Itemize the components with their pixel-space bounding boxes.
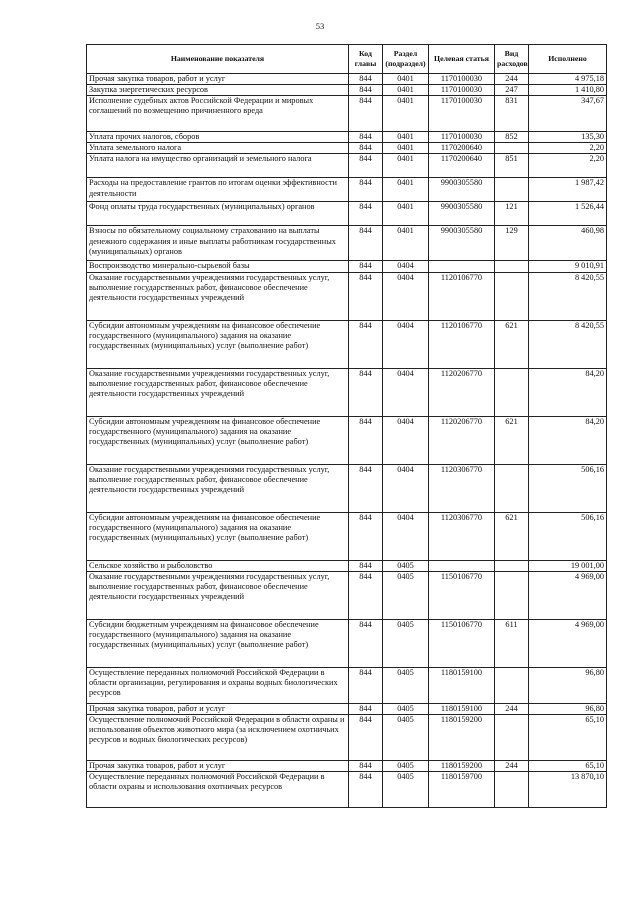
cell-target: 1170100030 xyxy=(429,96,495,132)
cell-expense: 851 xyxy=(495,154,529,178)
header-name: Наименование показателя xyxy=(87,45,349,74)
cell-executed: 460,98 xyxy=(529,226,607,261)
cell-target xyxy=(429,261,495,272)
table-row xyxy=(87,571,607,619)
cell-section: 0401 xyxy=(383,74,429,85)
cell-executed: 8 420,55 xyxy=(529,272,607,320)
cell-executed: 65,10 xyxy=(529,760,607,771)
header-code: Код главы xyxy=(349,45,383,74)
cell-name: Закупка энергетических ресурсов xyxy=(87,85,349,96)
cell-target xyxy=(429,560,495,571)
cell-code: 844 xyxy=(349,178,383,202)
cell-code: 844 xyxy=(349,74,383,85)
cell-expense: 247 xyxy=(495,85,529,96)
cell-executed: 135,30 xyxy=(529,132,607,143)
cell-executed: 84,20 xyxy=(529,368,607,416)
cell-code: 844 xyxy=(349,132,383,143)
cell-expense: 831 xyxy=(495,96,529,132)
cell-expense: 621 xyxy=(495,416,529,464)
cell-expense: 621 xyxy=(495,512,529,560)
cell-name: Оказание государственными учреждениями государственных услуг, выполнение государственных работ, финансовое обеспечение деятельности государственных учреждений xyxy=(87,571,349,619)
cell-section: 0401 xyxy=(383,226,429,261)
cell-name: Уплата земельного налога xyxy=(87,143,349,154)
cell-name: Расходы на предоставление грантов по итогам оценки эффективности деятельности xyxy=(87,178,349,202)
cell-name: Фонд оплаты труда государственных (муниципальных) органов xyxy=(87,202,349,226)
cell-target: 1120306770 xyxy=(429,464,495,512)
cell-target: 1180159100 xyxy=(429,703,495,714)
cell-executed: 4 975,18 xyxy=(529,74,607,85)
cell-expense: 611 xyxy=(495,619,529,667)
cell-code: 844 xyxy=(349,261,383,272)
table-row xyxy=(87,143,607,154)
cell-code: 844 xyxy=(349,226,383,261)
cell-target: 1180159100 xyxy=(429,667,495,703)
cell-target: 1120106770 xyxy=(429,272,495,320)
table-row xyxy=(87,464,607,512)
table-row xyxy=(87,178,607,202)
cell-expense: 244 xyxy=(495,74,529,85)
cell-expense xyxy=(495,261,529,272)
cell-name: Прочая закупка товаров, работ и услуг xyxy=(87,760,349,771)
table-row xyxy=(87,416,607,464)
cell-section: 0401 xyxy=(383,85,429,96)
cell-executed: 2,20 xyxy=(529,154,607,178)
cell-name: Оказание государственными учреждениями государственных услуг, выполнение государственных работ, финансовое обеспечение деятельности государственных учреждений xyxy=(87,272,349,320)
cell-section: 0404 xyxy=(383,272,429,320)
table-row xyxy=(87,154,607,178)
cell-target: 1170200640 xyxy=(429,154,495,178)
cell-target: 9900305580 xyxy=(429,202,495,226)
cell-code: 844 xyxy=(349,571,383,619)
table-header-row xyxy=(87,45,607,74)
cell-target: 1180159200 xyxy=(429,760,495,771)
cell-name: Воспроизводство минерально-сырьевой базы xyxy=(87,261,349,272)
cell-expense: 621 xyxy=(495,320,529,368)
cell-code: 844 xyxy=(349,202,383,226)
table-row xyxy=(87,202,607,226)
cell-expense: 121 xyxy=(495,202,529,226)
cell-executed: 84,20 xyxy=(529,416,607,464)
cell-expense xyxy=(495,368,529,416)
table-row xyxy=(87,96,607,132)
cell-name: Прочая закупка товаров, работ и услуг xyxy=(87,703,349,714)
cell-expense xyxy=(495,143,529,154)
cell-code: 844 xyxy=(349,512,383,560)
cell-target: 1170100030 xyxy=(429,132,495,143)
cell-name: Уплата прочих налогов, сборов xyxy=(87,132,349,143)
cell-section: 0404 xyxy=(383,416,429,464)
cell-name: Уплата налога на имущество организаций и земельного налога xyxy=(87,154,349,178)
cell-expense xyxy=(495,771,529,807)
cell-name: Субсидии автономным учреждениям на финансовое обеспечение государственного (муниципального) задания на оказание государственных (муниципальных) услуг (выполнение работ) xyxy=(87,512,349,560)
table-row xyxy=(87,85,607,96)
cell-section: 0405 xyxy=(383,571,429,619)
table-row xyxy=(87,74,607,85)
cell-section: 0401 xyxy=(383,96,429,132)
cell-expense: 129 xyxy=(495,226,529,261)
cell-target: 1180159200 xyxy=(429,714,495,760)
cell-code: 844 xyxy=(349,368,383,416)
cell-executed: 347,67 xyxy=(529,96,607,132)
cell-code: 844 xyxy=(349,143,383,154)
cell-name: Осуществление переданных полномочий Российской Федерации в области охраны и использования охотничьих ресурсов xyxy=(87,771,349,807)
cell-name: Взносы по обязательному социальному страхованию на выплаты денежного содержания и иные выплаты работникам государственных (муниципальных) органов xyxy=(87,226,349,261)
cell-code: 844 xyxy=(349,714,383,760)
cell-executed: 506,16 xyxy=(529,512,607,560)
cell-section: 0405 xyxy=(383,714,429,760)
cell-target: 1120206770 xyxy=(429,368,495,416)
cell-target: 1170100030 xyxy=(429,74,495,85)
cell-section: 0401 xyxy=(383,143,429,154)
table-row xyxy=(87,619,607,667)
table-row xyxy=(87,760,607,771)
cell-code: 844 xyxy=(349,771,383,807)
table-row xyxy=(87,714,607,760)
cell-executed: 2,20 xyxy=(529,143,607,154)
cell-name: Субсидии автономным учреждениям на финансовое обеспечение государственного (муниципального) задания на оказание государственных (муниципальных) услуг (выполнение работ) xyxy=(87,416,349,464)
cell-section: 0401 xyxy=(383,132,429,143)
cell-target: 1170100030 xyxy=(429,85,495,96)
cell-executed: 4 969,00 xyxy=(529,619,607,667)
cell-code: 844 xyxy=(349,560,383,571)
cell-expense xyxy=(495,560,529,571)
header-expense: Вид расходов xyxy=(495,45,529,74)
cell-executed: 506,16 xyxy=(529,464,607,512)
cell-executed: 96,80 xyxy=(529,703,607,714)
cell-section: 0401 xyxy=(383,154,429,178)
cell-target: 1150106770 xyxy=(429,571,495,619)
cell-expense xyxy=(495,571,529,619)
table-row xyxy=(87,226,607,261)
cell-code: 844 xyxy=(349,703,383,714)
table-row xyxy=(87,132,607,143)
cell-name: Субсидии автономным учреждениям на финансовое обеспечение государственного (муниципального) задания на оказание государственных (муниципальных) услуг (выполнение работ) xyxy=(87,320,349,368)
cell-executed: 19 001,00 xyxy=(529,560,607,571)
cell-section: 0404 xyxy=(383,261,429,272)
cell-expense xyxy=(495,464,529,512)
cell-executed: 8 420,55 xyxy=(529,320,607,368)
cell-code: 844 xyxy=(349,667,383,703)
cell-target: 1120106770 xyxy=(429,320,495,368)
budget-execution-table xyxy=(86,44,607,808)
cell-code: 844 xyxy=(349,154,383,178)
cell-section: 0405 xyxy=(383,703,429,714)
cell-executed: 65,10 xyxy=(529,714,607,760)
table-row xyxy=(87,512,607,560)
cell-section: 0405 xyxy=(383,667,429,703)
cell-executed: 13 870,10 xyxy=(529,771,607,807)
table-row xyxy=(87,771,607,807)
cell-section: 0404 xyxy=(383,368,429,416)
table-row xyxy=(87,320,607,368)
cell-name: Осуществление переданных полномочий Российской Федерации в области организации, регулирования и охраны водных биологических ресурсов xyxy=(87,667,349,703)
cell-expense xyxy=(495,178,529,202)
cell-name: Осуществление полномочий Российской Федерации в области охраны и использования объектов животного мира (за исключением охотничьих ресурсов и водных биологических ресурсов) xyxy=(87,714,349,760)
cell-executed: 9 010,91 xyxy=(529,261,607,272)
cell-expense: 244 xyxy=(495,703,529,714)
cell-section: 0405 xyxy=(383,760,429,771)
table-row xyxy=(87,272,607,320)
cell-target: 9900305580 xyxy=(429,178,495,202)
cell-section: 0405 xyxy=(383,619,429,667)
cell-target: 1120206770 xyxy=(429,416,495,464)
cell-name: Оказание государственными учреждениями государственных услуг, выполнение государственных работ, финансовое обеспечение деятельности государственных учреждений xyxy=(87,464,349,512)
cell-code: 844 xyxy=(349,619,383,667)
cell-code: 844 xyxy=(349,760,383,771)
cell-section: 0401 xyxy=(383,178,429,202)
table-row xyxy=(87,667,607,703)
cell-code: 844 xyxy=(349,272,383,320)
cell-name: Субсидии бюджетным учреждениям на финансовое обеспечение государственного (муниципального) задания на оказание государственных (муниципальных) услуг (выполнение работ) xyxy=(87,619,349,667)
cell-executed: 1 987,42 xyxy=(529,178,607,202)
cell-section: 0405 xyxy=(383,771,429,807)
cell-code: 844 xyxy=(349,85,383,96)
cell-code: 844 xyxy=(349,320,383,368)
header-executed: Исполнено xyxy=(529,45,607,74)
cell-section: 0404 xyxy=(383,464,429,512)
header-section: Раздел (подраздел) xyxy=(383,45,429,74)
cell-expense: 852 xyxy=(495,132,529,143)
cell-code: 844 xyxy=(349,464,383,512)
cell-target: 1170200640 xyxy=(429,143,495,154)
page-number: 53 xyxy=(315,21,325,31)
cell-target: 1150106770 xyxy=(429,619,495,667)
table-row xyxy=(87,703,607,714)
cell-target: 1180159700 xyxy=(429,771,495,807)
cell-executed: 4 969,00 xyxy=(529,571,607,619)
cell-section: 0404 xyxy=(383,320,429,368)
table-row xyxy=(87,261,607,272)
table-row xyxy=(87,560,607,571)
cell-name: Оказание государственными учреждениями государственных услуг, выполнение государственных работ, финансовое обеспечение деятельности государственных учреждений xyxy=(87,368,349,416)
cell-executed: 96,80 xyxy=(529,667,607,703)
cell-expense xyxy=(495,714,529,760)
cell-section: 0404 xyxy=(383,512,429,560)
cell-executed: 1 410,80 xyxy=(529,85,607,96)
cell-code: 844 xyxy=(349,416,383,464)
cell-target: 1120306770 xyxy=(429,512,495,560)
header-target: Целевая статья xyxy=(429,45,495,74)
cell-section: 0405 xyxy=(383,560,429,571)
cell-name: Прочая закупка товаров, работ и услуг xyxy=(87,74,349,85)
table-row xyxy=(87,368,607,416)
cell-expense xyxy=(495,272,529,320)
cell-name: Сельское хозяйство и рыболовство xyxy=(87,560,349,571)
cell-target: 9900305580 xyxy=(429,226,495,261)
cell-executed: 1 526,44 xyxy=(529,202,607,226)
cell-expense xyxy=(495,667,529,703)
cell-code: 844 xyxy=(349,96,383,132)
cell-section: 0401 xyxy=(383,202,429,226)
cell-expense: 244 xyxy=(495,760,529,771)
cell-name: Исполнение судебных актов Российской Федерации и мировых соглашений по возмещению причиненного вреда xyxy=(87,96,349,132)
